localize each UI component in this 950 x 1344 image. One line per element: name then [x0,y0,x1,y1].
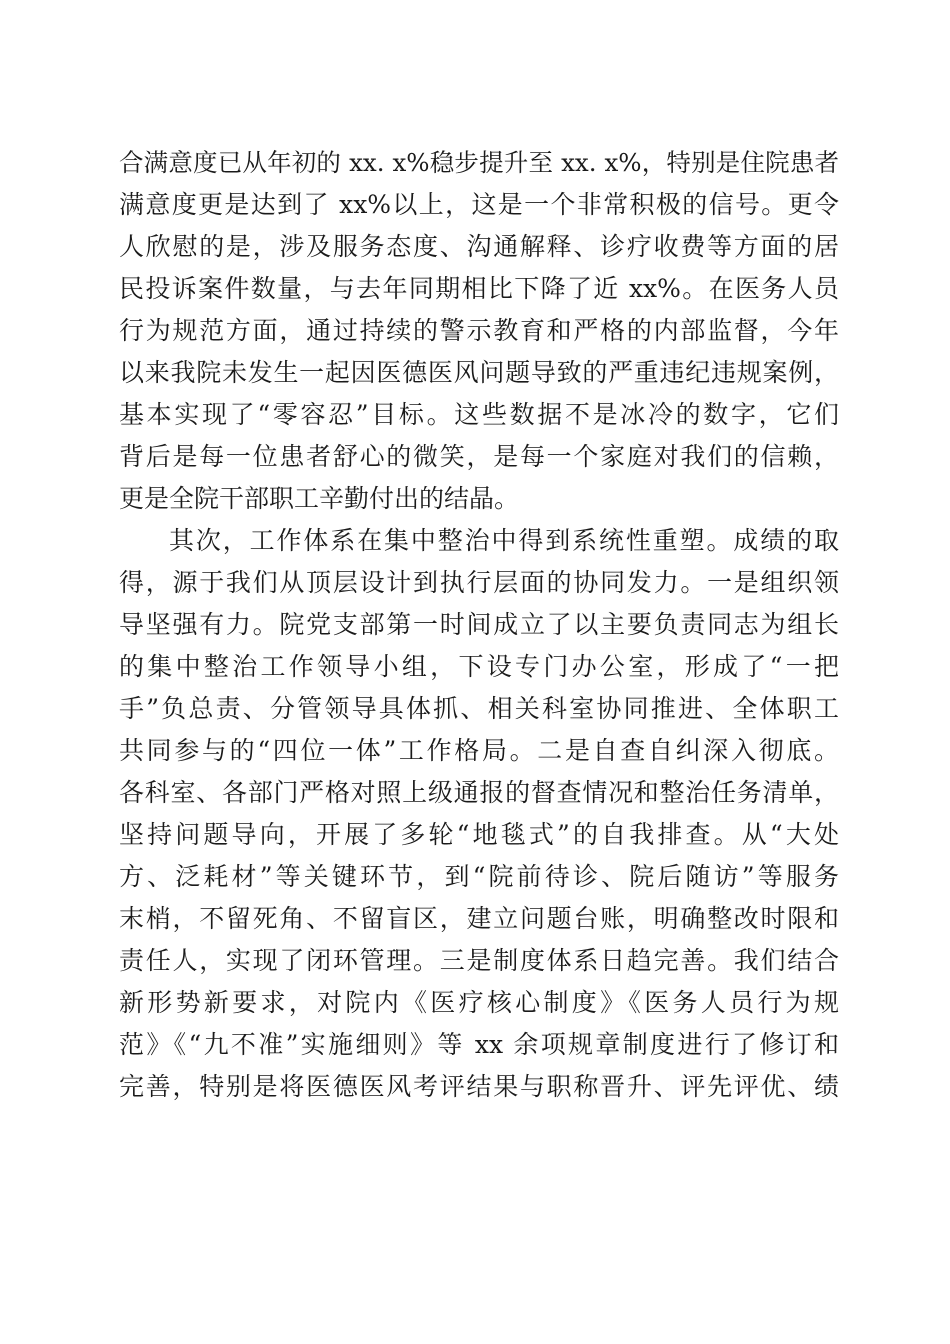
text-line: 合满意度已从年初的 xx. x%稳步提升至 xx. x%，特别是住院患者 [119,148,839,177]
text-line: 共同参与的“四位一体”工作格局。二是自查自纠深入彻底。 [119,736,839,765]
text-line: 手”负总责、分管领导具体抓、相关科室协同推进、全体职工 [119,694,839,723]
text-line: 坚持问题导向，开展了多轮“地毯式”的自我排查。从“大处 [119,820,839,849]
text-line: 完善，特别是将医德医风考评结果与职称晋升、评先评优、绩 [119,1072,839,1101]
text-line: 责任人，实现了闭环管理。三是制度体系日趋完善。我们结合 [119,946,839,975]
text-line: 行为规范方面，通过持续的警示教育和严格的内部监督，今年 [119,316,839,345]
text-line: 导坚强有力。院党支部第一时间成立了以主要负责同志为组长 [119,610,839,639]
body-text [119,142,839,1108]
text-line: 人欣慰的是，涉及服务态度、沟通解释、诊疗收费等方面的居 [119,232,839,261]
text-line: 其次，工作体系在集中整治中得到系统性重塑。成绩的取 [169,526,839,555]
text-line: 末梢，不留死角、不留盲区，建立问题台账，明确整改时限和 [119,904,839,933]
text-line: 的集中整治工作领导小组，下设专门办公室，形成了“一把 [119,652,839,681]
text-line: 基本实现了“零容忍”目标。这些数据不是冰冷的数字，它们 [119,400,839,429]
text-line: 方、泛耗材”等关键环节，到“院前待诊、院后随访”等服务 [119,862,839,891]
text-line: 背后是每一位患者舒心的微笑，是每一个家庭对我们的信赖， [119,442,839,471]
text-line: 新形势新要求，对院内《医疗核心制度》《医务人员行为规 [119,988,839,1017]
text-line: 以来我院未发生一起因医德医风问题导致的严重违纪违规案例， [119,358,839,387]
text-line: 范》《“九不准”实施细则》等 xx 余项规章制度进行了修订和 [119,1030,839,1059]
text-line: 更是全院干部职工辛勤付出的结晶。 [119,484,520,513]
text-line: 得，源于我们从顶层设计到执行层面的协同发力。一是组织领 [119,568,839,597]
text-line: 民投诉案件数量，与去年同期相比下降了近 xx%。在医务人员 [119,274,839,303]
text-line: 各科室、各部门严格对照上级通报的督查情况和整治任务清单， [119,778,839,807]
text-line: 满意度更是达到了 xx%以上，这是一个非常积极的信号。更令 [119,190,839,219]
